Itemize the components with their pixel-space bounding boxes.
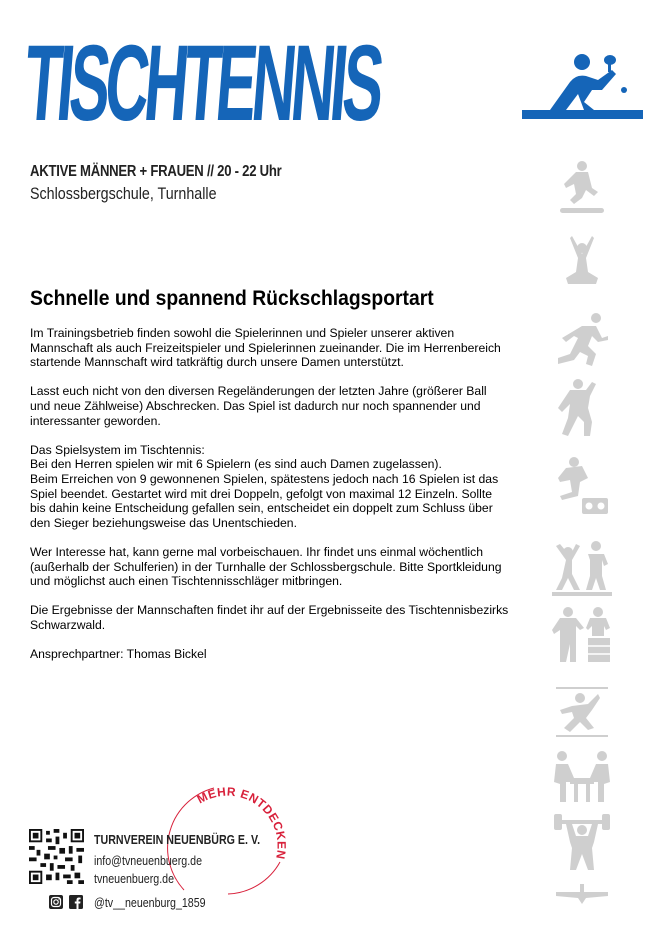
paragraph: Lasst euch nicht von den diversen Regeländerungen der letzten Jahre (größerer Ball und neue Zählweise) Abschrecken. Das Spiel ist dadurch nur noch spannender und interessanter geworden. (30, 384, 487, 428)
website-link[interactable]: tvneuenbuerg.de (94, 871, 175, 886)
paragraph: Die Ergebnisse der Mannschaften findet ihr auf der Ergebnisseite des Tischtennisbezirks Schwarzwald. (30, 603, 509, 632)
article-body (30, 326, 510, 676)
skateboard-icon (552, 158, 612, 218)
paragraph: Bei den Herren spielen wir mit 6 Spielern (es sind auch Damen zugelassen). (30, 457, 442, 472)
paragraph: Das Spielsystem im Tischtennis: (30, 442, 205, 457)
weightlifting-icon (552, 814, 612, 874)
running-icon (552, 310, 612, 370)
email-link[interactable]: info@tvneuenbuerg.de (94, 853, 203, 868)
svg-text:MEHR ENTDECKEN (195, 785, 289, 861)
schedule-line: AKTIVE MÄNNER + FRAUEN // 20 - 22 Uhr (30, 163, 282, 180)
sport-icons-column (552, 150, 612, 920)
paragraph: Wer Interesse hat, kann gerne mal vorbeischauen. Ihr findet uns einmal wöchentlich (außerhalb der Schulferien) in der Turnhalle der Schlossbergschule. Bitte Sportkleidung und möglichst auch einen Tischtennisschläger mitbringen. (30, 544, 502, 589)
table-tennis-player-icon (522, 50, 643, 120)
airplane-icon (552, 878, 612, 938)
paragraph: Im Trainingsbetrieb finden sowohl die Spielerinnen und Spieler unserer aktiven Mannschaft als auch Freizeitspieler und Spielerinnen zueinander. Die im Herrenbereich startende Mannschaft wird tatkräftig durch unsere Damen unterstützt. (30, 326, 501, 370)
board-game-icon (552, 748, 612, 808)
location-line: Schlossbergschule, Turnhalle (30, 184, 217, 203)
slogan-text: MEHR ENTDECKEN (194, 784, 289, 861)
paragraph: Beim Erreichen von 9 gewonnenen Spielen, spätestens jedoch nach 16 Spielen ist das Spiel beendet. Gestartet wird mit drei Doppeln, gefolgt von maximal 12 Einzeln. Sollte bis dahin keine Entscheidung gefallen sein, entscheidet ein doppelt zum Schluss über den Sieger beziehungsweise das Unentschieden. (30, 471, 499, 530)
contact-person: Ansprechpartner: Thomas Bickel (30, 647, 207, 662)
qr-code-icon (29, 829, 84, 884)
climbing-icon (552, 378, 612, 438)
club-name: TURNVEREIN NEUENBÜRG E. V. (94, 832, 261, 847)
dance-music-icon (552, 456, 612, 516)
kids-gymnastics-icon (552, 538, 612, 598)
yoga-icon (552, 232, 612, 292)
instagram-icon[interactable] (49, 895, 63, 909)
article-heading: Schnelle und spannend Rückschlagsportart (30, 287, 434, 310)
trampoline-icon (552, 682, 612, 742)
page-title: TISCHTENNIS (20, 22, 384, 143)
social-handle[interactable]: @tv__neuenburg_1859 (94, 895, 206, 910)
facebook-icon[interactable] (69, 895, 83, 909)
trainer-pommel-icon (552, 606, 612, 666)
